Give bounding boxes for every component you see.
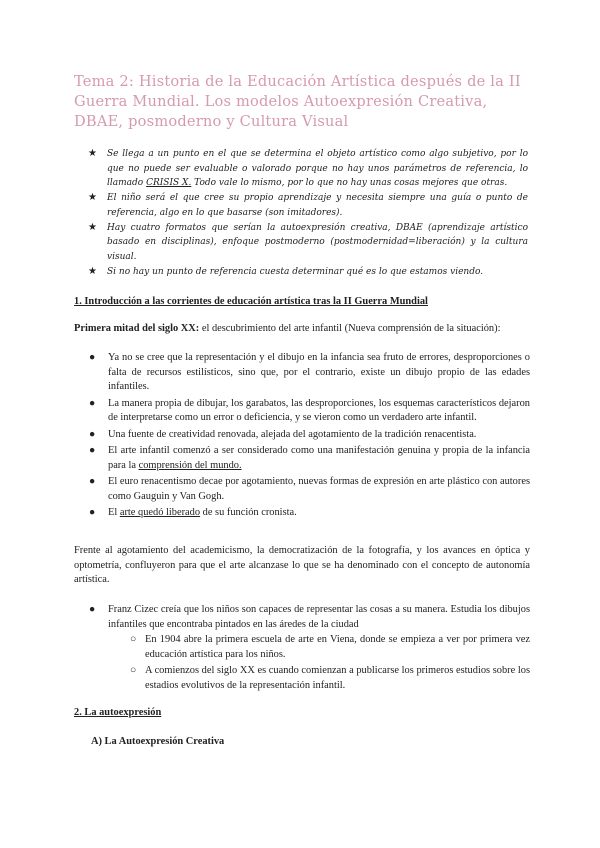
bullet-icon: ● (89, 604, 96, 615)
sub-list-item: ○ En 1904 abre la primera escuela de arte en Viena, donde se empieza a ver por primera vez educación artística para los niños. (130, 634, 530, 660)
intro-item: ★ Si no hay un punto de referencia cuesta determinar qué es lo que estamos viendo. (88, 265, 528, 280)
bullet-icon: ● (89, 352, 96, 363)
section-1-heading: 1. Introducción a las corrientes de educación artística tras la II Guerra Mundial (74, 296, 428, 307)
bullet-icon: ● (89, 397, 96, 409)
autonomy-paragraph: Frente al agotamiento del academicismo, la democratización de la fotografía, y los avances en óptica y optometría, confluyeron para que el arte alcanzase lo que se ha denominado con el concepto de autonomía artística. (74, 545, 530, 585)
underlined-term: CRISIS X. (146, 178, 192, 188)
intro-list (88, 147, 528, 280)
section-1-bullets (74, 351, 530, 523)
underlined-term: arte quedó liberado (119, 507, 201, 518)
star-bullet-icon: ★ (88, 221, 97, 233)
intro-item: ★ Se llega a un punto en el que se determina el objeto artístico como algo subjetivo, por lo que no puede ser evaluable o valorado porque no hay unos parámetros de referencia, lo llamado CRISIS X. Todo vale lo mismo, por lo que no hay unas cosas mejores que otras. (88, 148, 528, 188)
list-item: ● El arte quedó liberado de su función cronista. (74, 506, 530, 521)
hollow-bullet-icon: ○ (130, 634, 137, 645)
list-item: ● El arte infantil comenzó a ser considerado como una manifestación genuina y propia de la infancia para la comprensión del mundo. (89, 445, 530, 471)
hollow-bullet-icon: ○ (130, 665, 137, 676)
list-item: ● Una fuente de creatividad renovada, alejada del agotamiento de la tradición renacentista. (74, 428, 530, 443)
underlined-term: comprensión del mundo. (138, 459, 242, 471)
bullet-icon: ● (89, 507, 96, 518)
section-2a-heading: A) La Autoexpresión Creativa (91, 736, 225, 747)
star-bullet-icon: ★ (88, 265, 97, 277)
star-bullet-icon: ★ (88, 192, 97, 203)
list-item: ● Franz Cizec creía que los niños son capaces de representar las cosas a su manera. Estudia los dibujos infantiles que encontraba pintados en las áredes de la ciudad ○ En 1904 abre la primera escuela de arte en Viena, donde se empieza a ver por primera vez educación artística para los niños. ○ A comienzos del siglo XX es cuando comienzan a publicarse los primeros estudios sobre los estadios evolutivos de la representación infantil. (74, 603, 530, 693)
intro-item: ★ Hay cuatro formatos que serían la autoexpresión creativa, DBAE (aprendizaje artístico basado en disciplinas), enfoque postmoderno (postmodernidad=liberación) y la cultura visual. (88, 221, 528, 262)
document-title: Tema 2: Historia de la Educación Artística después de la II Guerra Mundial. Los modelos Autoexpresión Creativa, DBAE, posmoderno y Cultura Visual (74, 73, 521, 130)
first-half-label: Primera mitad del siglo XX: (74, 323, 200, 334)
sub-list (108, 633, 530, 693)
bullet-icon: ● (89, 476, 96, 487)
list-item: ● El euro renacentismo decae por agotamiento, nuevas formas de expresión en arte plástico con autores como Gauguin y Van Gogh. (89, 476, 530, 502)
cizek-list (74, 603, 530, 695)
list-item: ● La manera propia de dibujar, los garabatos, las desproporciones, los esquemas característicos dejaron de interpretarse como un error o deficiencia, y se vieron como un verdadero arte infantil. (89, 397, 530, 423)
list-item: ● Ya no se cree que la representación y el dibujo en la infancia sea fruto de errores, desproporciones o falta de recursos estilísticos, sino que, por el contrario, existe un dibujo propio de las edades infantiles. (89, 352, 530, 392)
bullet-icon: ● (89, 445, 96, 456)
first-half-paragraph: Primera mitad del siglo XX: el descubrimiento del arte infantil (Nueva comprensión de la situación): (74, 323, 501, 334)
sub-list-item: ○ A comienzos del siglo XX es cuando comienzan a publicarse los primeros estudios sobre los estadios evolutivos de la representación infantil. (130, 665, 530, 691)
star-bullet-icon: ★ (88, 148, 97, 159)
intro-item: ★ El niño será el que cree su propio aprendizaje y necesita siempre una guía o punto de referencia, algo en lo que basarse (son imitadores). (88, 192, 528, 218)
section-2-heading: 2. La autoexpresión (74, 707, 162, 718)
bullet-icon: ● (89, 428, 96, 440)
